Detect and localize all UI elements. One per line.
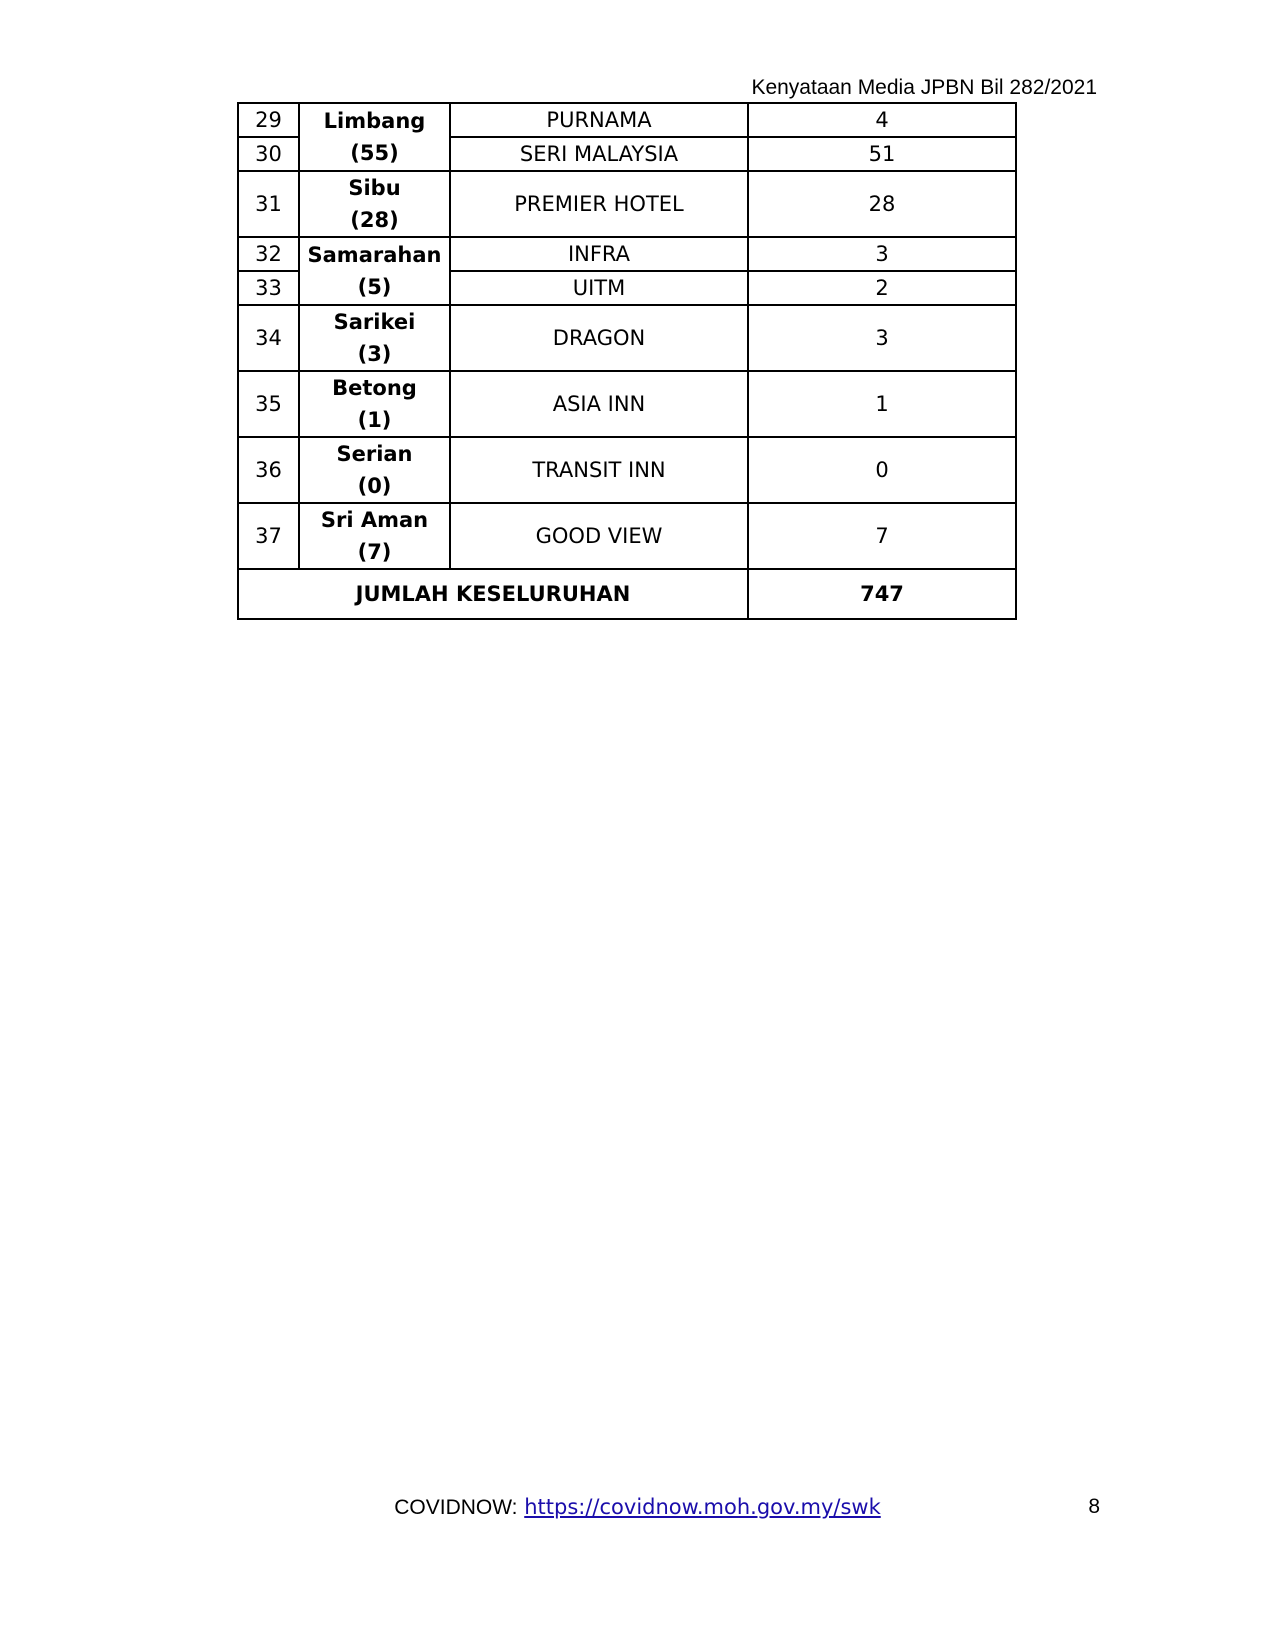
- row-number: 32: [238, 237, 299, 271]
- district-cell: [299, 305, 450, 371]
- district-name: Samarahan: [307, 243, 442, 267]
- hotel-name: DRAGON: [450, 305, 748, 371]
- district-total: (5): [357, 275, 392, 299]
- table-row: [238, 305, 1016, 371]
- total-value: 747: [748, 569, 1016, 619]
- district-total: (1): [357, 408, 392, 432]
- case-count: 51: [748, 137, 1016, 171]
- district-name: Sibu: [348, 176, 401, 200]
- covidnow-link[interactable]: https://covidnow.moh.gov.my/swk: [524, 1495, 881, 1519]
- hotel-name: PURNAMA: [450, 103, 748, 137]
- case-count: 3: [748, 237, 1016, 271]
- table-row: [238, 171, 1016, 237]
- table-row: [238, 437, 1016, 503]
- district-name: Sarikei: [333, 310, 416, 334]
- total-label: JUMLAH KESELURUHAN: [238, 569, 748, 619]
- row-number: 36: [238, 437, 299, 503]
- hotel-name: INFRA: [450, 237, 748, 271]
- hotel-name: PREMIER HOTEL: [450, 171, 748, 237]
- case-count: 4: [748, 103, 1016, 137]
- quarantine-centre-table: [237, 102, 1017, 620]
- case-count: 1: [748, 371, 1016, 437]
- row-number: 37: [238, 503, 299, 569]
- row-number: 35: [238, 371, 299, 437]
- district-total: (55): [350, 141, 399, 165]
- case-count: 7: [748, 503, 1016, 569]
- footer-label: COVIDNOW:: [394, 1496, 518, 1519]
- case-count: 3: [748, 305, 1016, 371]
- case-count: 28: [748, 171, 1016, 237]
- district-total: (28): [350, 208, 399, 232]
- district-cell: [299, 371, 450, 437]
- case-count: 2: [748, 271, 1016, 305]
- district-total: (0): [357, 474, 392, 498]
- row-number: 29: [238, 103, 299, 137]
- district-name: Serian: [336, 442, 413, 466]
- hotel-name: UITM: [450, 271, 748, 305]
- district-cell: [299, 237, 450, 305]
- row-number: 34: [238, 305, 299, 371]
- district-cell: [299, 103, 450, 171]
- hotel-name: SERI MALAYSIA: [450, 137, 748, 171]
- district-total: (7): [357, 540, 392, 564]
- district-cell: [299, 171, 450, 237]
- district-total: (3): [357, 342, 392, 366]
- page-footer: [0, 1495, 1275, 1520]
- case-count: 0: [748, 437, 1016, 503]
- page-header-statement: Kenyataan Media JPBN Bil 282/2021: [751, 76, 1097, 99]
- row-number: 33: [238, 271, 299, 305]
- total-row: [238, 569, 1016, 619]
- district-cell: [299, 437, 450, 503]
- district-cell: [299, 503, 450, 569]
- hotel-name: GOOD VIEW: [450, 503, 748, 569]
- hotel-name: ASIA INN: [450, 371, 748, 437]
- district-name: Limbang: [323, 109, 426, 133]
- table-row: [238, 503, 1016, 569]
- table-row: [238, 103, 1016, 137]
- district-name: Sri Aman: [320, 508, 429, 532]
- page-number: 8: [1088, 1495, 1100, 1518]
- table-row: [238, 237, 1016, 271]
- district-name: Betong: [332, 376, 417, 400]
- table-row: [238, 371, 1016, 437]
- row-number: 31: [238, 171, 299, 237]
- hotel-name: TRANSIT INN: [450, 437, 748, 503]
- row-number: 30: [238, 137, 299, 171]
